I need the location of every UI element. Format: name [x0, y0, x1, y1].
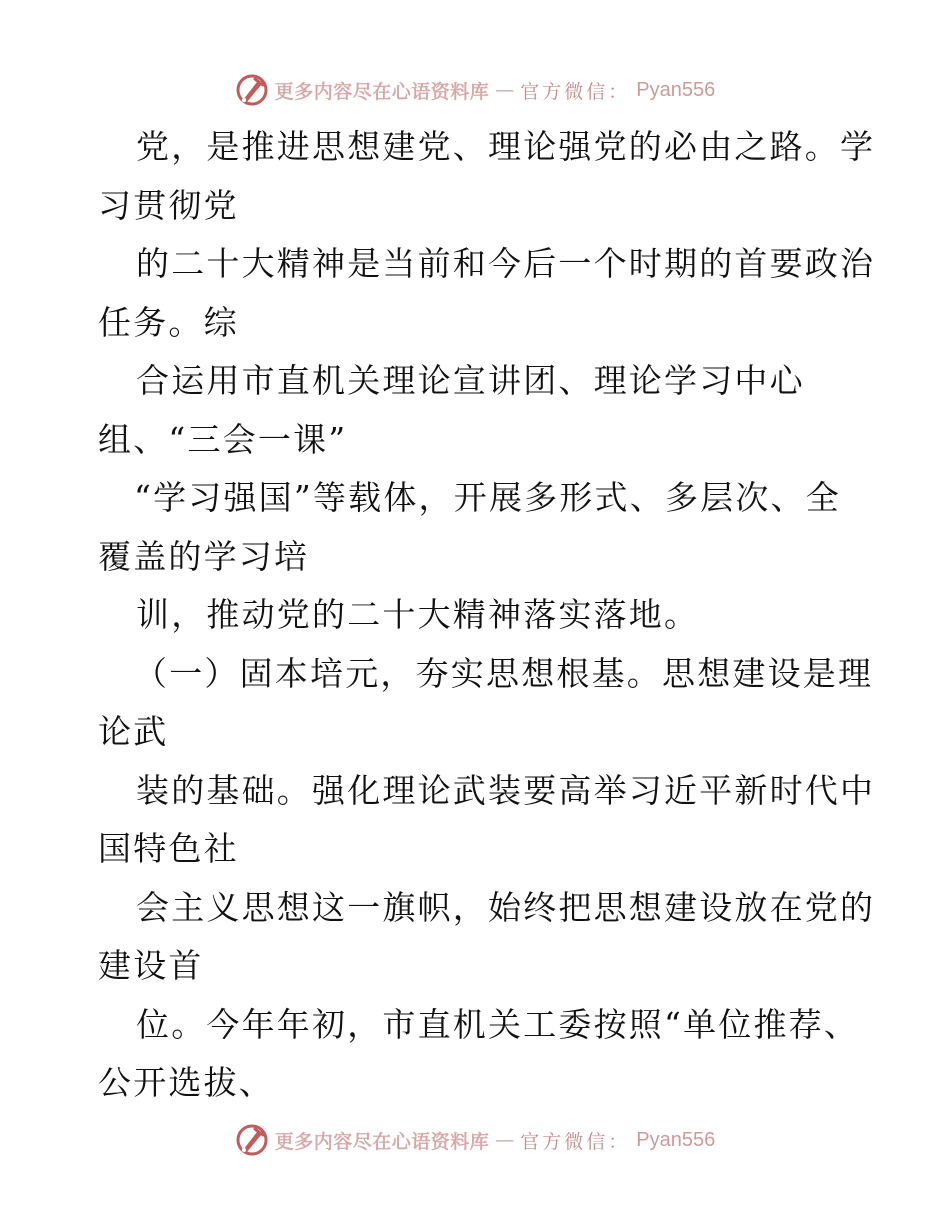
body-line: 训，推动党的二十大精神落实落地。: [136, 595, 700, 634]
body-line: 公开选拔、: [98, 1063, 274, 1102]
body-line: 覆盖的学习培: [98, 536, 310, 576]
watermark-official-label: 官方微信：: [520, 80, 631, 103]
watermark-brand-text: 更多内容尽在心语资料库: [274, 1130, 490, 1153]
watermark-dash: —: [495, 79, 515, 101]
body-line: 建设首: [98, 946, 204, 985]
body-line: 会主义思想这一旗帜，始终把思想建设放在党的: [136, 887, 876, 927]
watermark-brand-text: 更多内容尽在心语资料库: [274, 80, 490, 103]
body-line: “学习强国”等载体，开展多形式、多层次、全: [134, 478, 841, 517]
body-line: （一）固本培元，夯实思想根基。思想建设是理: [134, 653, 874, 693]
watermark-dash: —: [495, 1129, 515, 1151]
body-line: 组、“三会一课”: [98, 419, 348, 459]
header-watermark: [0, 70, 950, 110]
watermark-wechat-id: Pyan556: [636, 1128, 716, 1151]
footer-watermark: [0, 1120, 950, 1160]
document-body: [98, 118, 876, 1113]
pen-logo-icon: [235, 73, 269, 107]
body-line: 装的基础。强化理论武装要高举习近平新时代中: [136, 770, 876, 810]
watermark-official-label: 官方微信：: [520, 1130, 631, 1153]
body-line: 习贯彻党: [98, 185, 239, 225]
pen-logo-icon: [235, 1123, 269, 1157]
body-line: 论武: [98, 712, 169, 751]
body-line: 合运用市直机关理论宣讲团、理论学习中心: [136, 361, 805, 400]
body-line: 党，是推进思想建党、理论强党的必由之路。学: [136, 127, 876, 166]
body-line: 任务。综: [98, 302, 239, 342]
body-line: 位。今年年初，市直机关工委按照“单位推荐、: [136, 1004, 860, 1044]
body-line: 的二十大精神是当前和今后一个时期的首要政治: [136, 244, 876, 283]
body-line: 国特色社: [98, 829, 239, 868]
watermark-wechat-id: Pyan556: [636, 78, 716, 101]
